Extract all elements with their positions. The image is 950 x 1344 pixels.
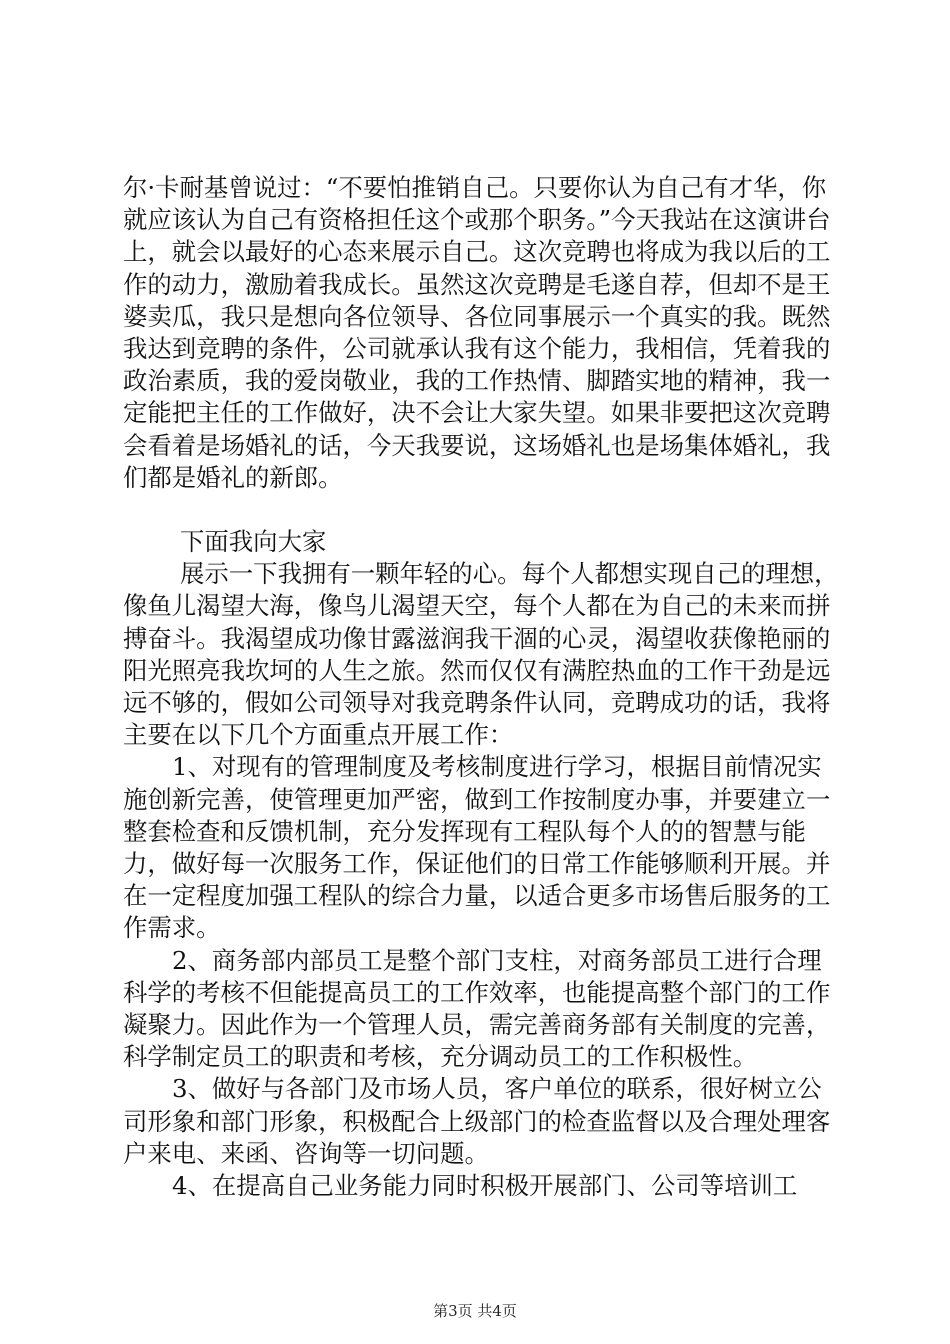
paragraph-7: 4、在提高自己业务能力同时积极开展部门、公司等培训工	[172, 1171, 798, 1201]
paragraph-1: 尔·卡耐基曾说过：“不要怕推销自己。只要你认为自己有才华，你就应该认为自己有资格担任这个或那个职务。”今天我站在这演讲台上，就会以最好的心态来展示自己。这次竞聘也将成为我以后的工作的动力，激励着我成长。虽然这次竞聘是毛遂自荐，但却不是王婆卖瓜，我只是想向各位领导、各位同事展示一个真实的我。既然我达到竞聘的条件，公司就承认我有这个能力，我相信，凭着我的政治素质，我的爱岗敬业，我的工作热情、脚踏实地的精神，我一定能把主任的工作做好，决不会让大家失望。如果非要把这次竞聘会看着是场婚礼的话，今天我要说，这场婚礼也是场集体婚礼，我们都是婚礼的新郎。	[123, 173, 831, 492]
paragraph-3: 展示一下我拥有一颗年轻的心。每个人都想实现自己的理想，像鱼儿渴望大海，像鸟儿渴望天空，每个人都在为自己的未来而拼搏奋斗。我渴望成功像甘露滋润我干涸的心灵，渴望收获像艳丽的阳光照亮我坎坷的人生之旅。然而仅仅有满腔热血的工作干劲是远远不够的，假如公司领导对我竞聘条件认同，竞聘成功的话，我将主要在以下几个方面重点开展工作：	[123, 559, 839, 750]
paragraph-2: 下面我向大家	[180, 527, 327, 557]
document-body	[123, 172, 839, 1202]
paragraph-6: 3、做好与各部门及市场人员，客户单位的联系，很好树立公司形象和部门形象，积极配合上级部门的检查监督以及合理处理客户来电、来函、咨询等一切问题。	[123, 1074, 831, 1168]
paragraph-gap	[123, 494, 839, 526]
paragraph-4: 1、对现有的管理制度及考核制度进行学习，根据目前情况实施创新完善，使管理更加严密，做到工作按制度办事，并要建立一整套检查和反馈机制，充分发挥现有工程队每个人的的智慧与能力，做好每一次服务工作，保证他们的日常工作能够顺利开展。并在一定程度加强工程队的综合力量，以适合更多市场售后服务的工作需求。	[123, 752, 831, 943]
paragraph-5: 2、商务部内部员工是整个部门支柱，对商务部员工进行合理科学的考核不但能提高员工的工作效率，也能提高整个部门的工作凝聚力。因此作为一个管理人员，需完善商务部有关制度的完善，科学制定员工的职责和考核，充分调动员工的工作积极性。	[123, 945, 831, 1072]
page-footer: 第3页 共4页	[433, 1302, 517, 1320]
